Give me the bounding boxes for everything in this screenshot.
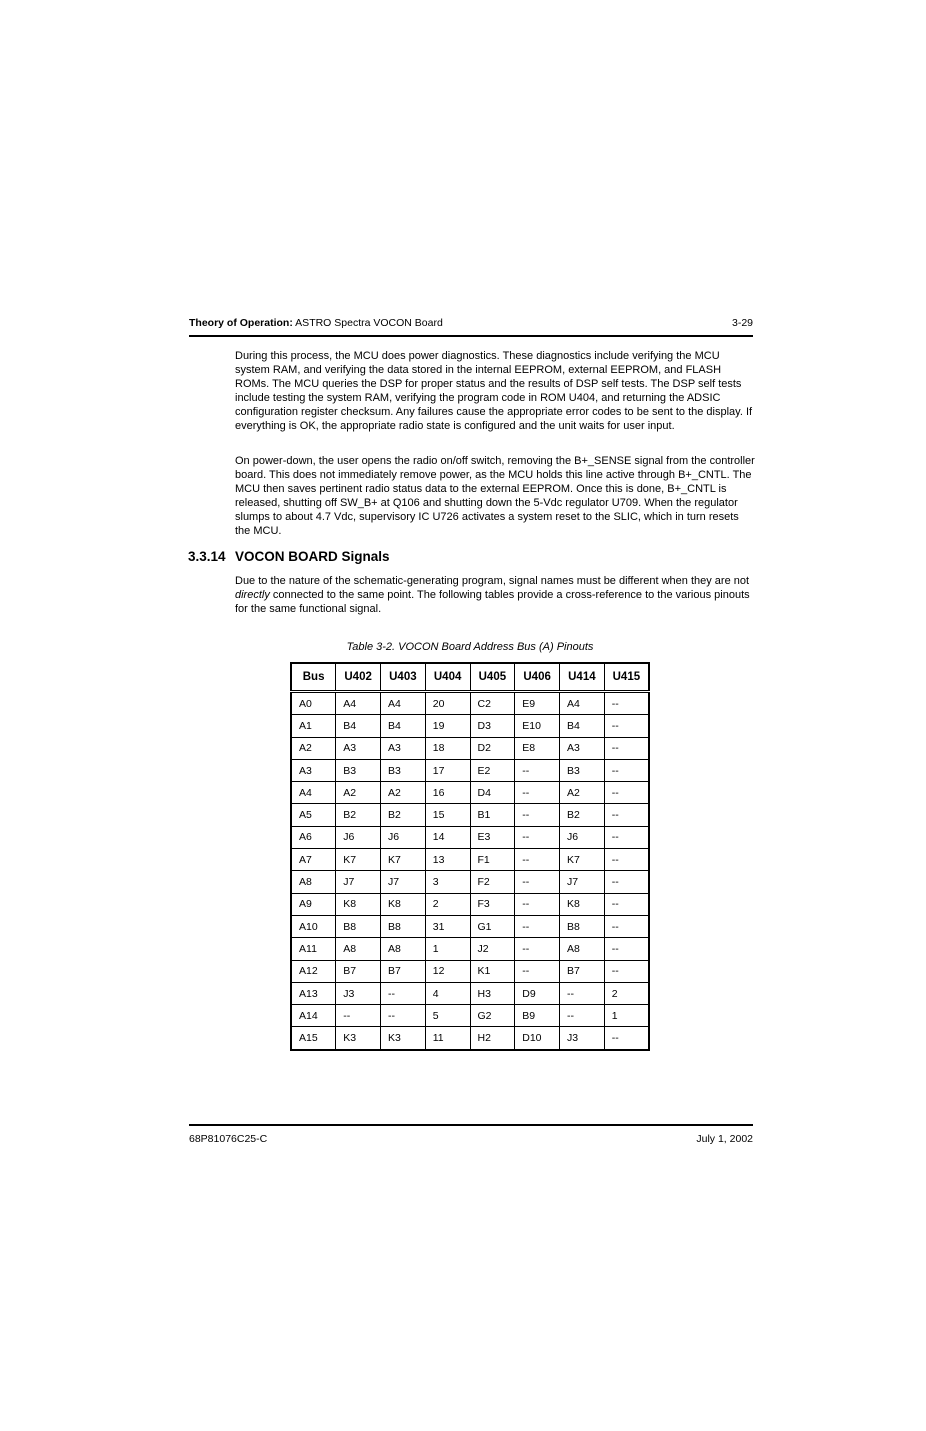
table-cell: E3: [470, 826, 515, 848]
table-cell: A10: [291, 915, 336, 937]
table-cell: B8: [560, 915, 605, 937]
column-header: U415: [604, 663, 649, 692]
table-cell: 4: [425, 982, 470, 1004]
table-cell: 19: [425, 715, 470, 737]
table-cell: A14: [291, 1005, 336, 1027]
address-bus-pinout-table: [290, 662, 650, 1051]
table-cell: 11: [425, 1027, 470, 1050]
table-cell: E8: [515, 737, 560, 759]
table-row: [291, 915, 649, 937]
document-number: 68P81076C25-C: [189, 1133, 268, 1145]
table-cell: 20: [425, 692, 470, 715]
table-cell: 2: [425, 893, 470, 915]
table-cell: J7: [381, 871, 426, 893]
table-cell: B9: [515, 1005, 560, 1027]
header-title-bold: Theory of Operation:: [189, 317, 293, 329]
table-header-row: [291, 663, 649, 692]
table-cell: D4: [470, 782, 515, 804]
column-header: U402: [336, 663, 381, 692]
table-cell: --: [515, 871, 560, 893]
table-cell: K3: [336, 1027, 381, 1050]
table-cell: --: [604, 826, 649, 848]
table-row: [291, 1027, 649, 1050]
table-cell: D10: [515, 1027, 560, 1050]
table-cell: D2: [470, 737, 515, 759]
table-cell: --: [515, 849, 560, 871]
table-row: [291, 960, 649, 982]
table-cell: A9: [291, 893, 336, 915]
table-cell: --: [604, 759, 649, 781]
table-cell: --: [604, 715, 649, 737]
table-cell: B2: [560, 804, 605, 826]
table-cell: --: [515, 826, 560, 848]
paragraph-power-diagnostics: During this process, the MCU does power diagnostics. These diagnostics include verifying the MCU system RAM, and verifying the data stored in the internal EEPROM, external EEPROM, and FLASH ROMs. The MCU queries the DSP for proper status and the results of DSP self tests. The DSP self tests include testing the system RAM, verifying the program code in ROM U404, and returning the ADSIC configuration register checksum. Any failures cause the appropriate error codes to be sent to the display. If everything is OK, the appropriate radio state is configured and the unit waits for user input.: [235, 350, 753, 433]
page-header: [189, 317, 753, 330]
table-cell: J7: [336, 871, 381, 893]
table-row: [291, 804, 649, 826]
table-cell: --: [336, 1005, 381, 1027]
table-cell: A1: [291, 715, 336, 737]
table-cell: A6: [291, 826, 336, 848]
table-row: [291, 782, 649, 804]
table-cell: 5: [425, 1005, 470, 1027]
table-cell: E2: [470, 759, 515, 781]
table-cell: D3: [470, 715, 515, 737]
paragraph-power-down: On power-down, the user opens the radio on/off switch, removing the B+_SENSE signal from the controller board. This does not immediately remove power, as the MCU holds this line active through B+_CNTL. The MCU then saves pertinent radio status data to the external EEPROM. Once this is done, B+_CNTL is released, shutting off SW_B+ at Q106 and shutting down the 5-Vdc regulator U709. When the regulator slumps to about 4.7 Vdc, supervisory IC U726 activates a system reset to the SLIC, which in turn resets the MCU.: [235, 455, 755, 538]
table-cell: --: [604, 737, 649, 759]
table-cell: K1: [470, 960, 515, 982]
table-cell: --: [604, 849, 649, 871]
table-cell: G2: [470, 1005, 515, 1027]
running-header-title: [189, 317, 443, 329]
table-cell: B7: [381, 960, 426, 982]
table-cell: B3: [560, 759, 605, 781]
table-cell: --: [515, 782, 560, 804]
table-cell: --: [604, 938, 649, 960]
table-cell: A13: [291, 982, 336, 1004]
table-row: [291, 849, 649, 871]
table-cell: A4: [381, 692, 426, 715]
table-row: [291, 871, 649, 893]
table-row: [291, 938, 649, 960]
table-cell: B8: [381, 915, 426, 937]
table-cell: K8: [336, 893, 381, 915]
table-cell: K3: [381, 1027, 426, 1050]
table-cell: A8: [291, 871, 336, 893]
table-cell: B7: [560, 960, 605, 982]
table-cell: A2: [291, 737, 336, 759]
table-cell: B4: [560, 715, 605, 737]
column-header: U403: [381, 663, 426, 692]
table-cell: A4: [291, 782, 336, 804]
table-cell: A5: [291, 804, 336, 826]
table-cell: A2: [560, 782, 605, 804]
table-cell: A4: [336, 692, 381, 715]
table-cell: D9: [515, 982, 560, 1004]
section-heading: [188, 549, 390, 565]
table-cell: A0: [291, 692, 336, 715]
column-header: U405: [470, 663, 515, 692]
page-footer: [189, 1133, 753, 1146]
table-cell: B2: [381, 804, 426, 826]
table-cell: --: [604, 782, 649, 804]
table-cell: B1: [470, 804, 515, 826]
table-cell: H3: [470, 982, 515, 1004]
table-cell: F2: [470, 871, 515, 893]
table-cell: --: [604, 915, 649, 937]
table-cell: 15: [425, 804, 470, 826]
section-number: 3.3.14: [188, 549, 226, 564]
table-cell: 31: [425, 915, 470, 937]
table-cell: --: [381, 982, 426, 1004]
table-cell: --: [604, 804, 649, 826]
table-cell: 12: [425, 960, 470, 982]
table-cell: B4: [336, 715, 381, 737]
footer-divider: [189, 1124, 753, 1126]
table-cell: A3: [336, 737, 381, 759]
paragraph-text: Due to the nature of the schematic-generating program, signal names must be different when they are not: [235, 575, 750, 587]
table-cell: --: [515, 915, 560, 937]
table-cell: --: [604, 692, 649, 715]
table-cell: --: [604, 960, 649, 982]
section-title: VOCON BOARD Signals: [235, 549, 390, 564]
column-header: U414: [560, 663, 605, 692]
table-cell: --: [560, 1005, 605, 1027]
table-row: [291, 759, 649, 781]
table-row: [291, 893, 649, 915]
paragraph-signal-names: [235, 574, 755, 616]
table-cell: J6: [560, 826, 605, 848]
table-row: [291, 715, 649, 737]
table-cell: --: [515, 938, 560, 960]
table-row: [291, 737, 649, 759]
table-cell: --: [515, 893, 560, 915]
table-body: [291, 692, 649, 1050]
table-cell: B4: [381, 715, 426, 737]
table-cell: A3: [291, 759, 336, 781]
table-cell: K7: [560, 849, 605, 871]
table-cell: 1: [604, 1005, 649, 1027]
table-cell: --: [560, 982, 605, 1004]
table-cell: --: [604, 871, 649, 893]
table-cell: C2: [470, 692, 515, 715]
table-cell: K7: [381, 849, 426, 871]
table-row: [291, 692, 649, 715]
table-cell: B3: [381, 759, 426, 781]
table-cell: 2: [604, 982, 649, 1004]
table-cell: J3: [560, 1027, 605, 1050]
header-title-rest: ASTRO Spectra VOCON Board: [292, 317, 443, 329]
table-cell: --: [604, 1027, 649, 1050]
table-cell: J3: [336, 982, 381, 1004]
table-cell: A3: [560, 737, 605, 759]
table-cell: B8: [336, 915, 381, 937]
table-caption: Table 3-2. VOCON Board Address Bus (A) Pinouts: [346, 641, 594, 653]
table-cell: A2: [381, 782, 426, 804]
table-cell: 16: [425, 782, 470, 804]
table-cell: --: [515, 804, 560, 826]
table-cell: --: [515, 960, 560, 982]
table-cell: K8: [381, 893, 426, 915]
table-cell: F1: [470, 849, 515, 871]
table-cell: A8: [381, 938, 426, 960]
paragraph-emphasis: directly: [235, 589, 270, 602]
table-cell: A15: [291, 1027, 336, 1050]
table-cell: A2: [336, 782, 381, 804]
table-cell: 18: [425, 737, 470, 759]
table-cell: A11: [291, 938, 336, 960]
table-cell: J7: [560, 871, 605, 893]
table-cell: J2: [470, 938, 515, 960]
table-cell: A7: [291, 849, 336, 871]
table-row: [291, 982, 649, 1004]
table-cell: B3: [336, 759, 381, 781]
table-cell: A12: [291, 960, 336, 982]
table-row: [291, 1005, 649, 1027]
publication-date: July 1, 2002: [696, 1133, 753, 1145]
table-cell: A8: [560, 938, 605, 960]
table-cell: H2: [470, 1027, 515, 1050]
table-cell: K8: [560, 893, 605, 915]
table-cell: 1: [425, 938, 470, 960]
table-cell: --: [604, 893, 649, 915]
table-cell: E9: [515, 692, 560, 715]
paragraph-text: connected to the same point. The following tables provide a cross-reference to the various pinouts for the same functional signal.: [235, 589, 750, 616]
table-cell: B2: [336, 804, 381, 826]
table-cell: K7: [336, 849, 381, 871]
table-cell: E10: [515, 715, 560, 737]
column-header: Bus: [291, 663, 336, 692]
page-number: 3-29: [731, 317, 753, 329]
table-cell: J6: [381, 826, 426, 848]
table-cell: B7: [336, 960, 381, 982]
table-cell: 17: [425, 759, 470, 781]
table-cell: 3: [425, 871, 470, 893]
table-cell: J6: [336, 826, 381, 848]
column-header: U406: [515, 663, 560, 692]
table-cell: --: [515, 759, 560, 781]
table-cell: --: [381, 1005, 426, 1027]
table-cell: 13: [425, 849, 470, 871]
table-cell: G1: [470, 915, 515, 937]
table-cell: A8: [336, 938, 381, 960]
table-cell: A3: [381, 737, 426, 759]
table-row: [291, 826, 649, 848]
column-header: U404: [425, 663, 470, 692]
header-divider: [189, 335, 753, 337]
table-cell: F3: [470, 893, 515, 915]
table-cell: A4: [560, 692, 605, 715]
table-cell: 14: [425, 826, 470, 848]
